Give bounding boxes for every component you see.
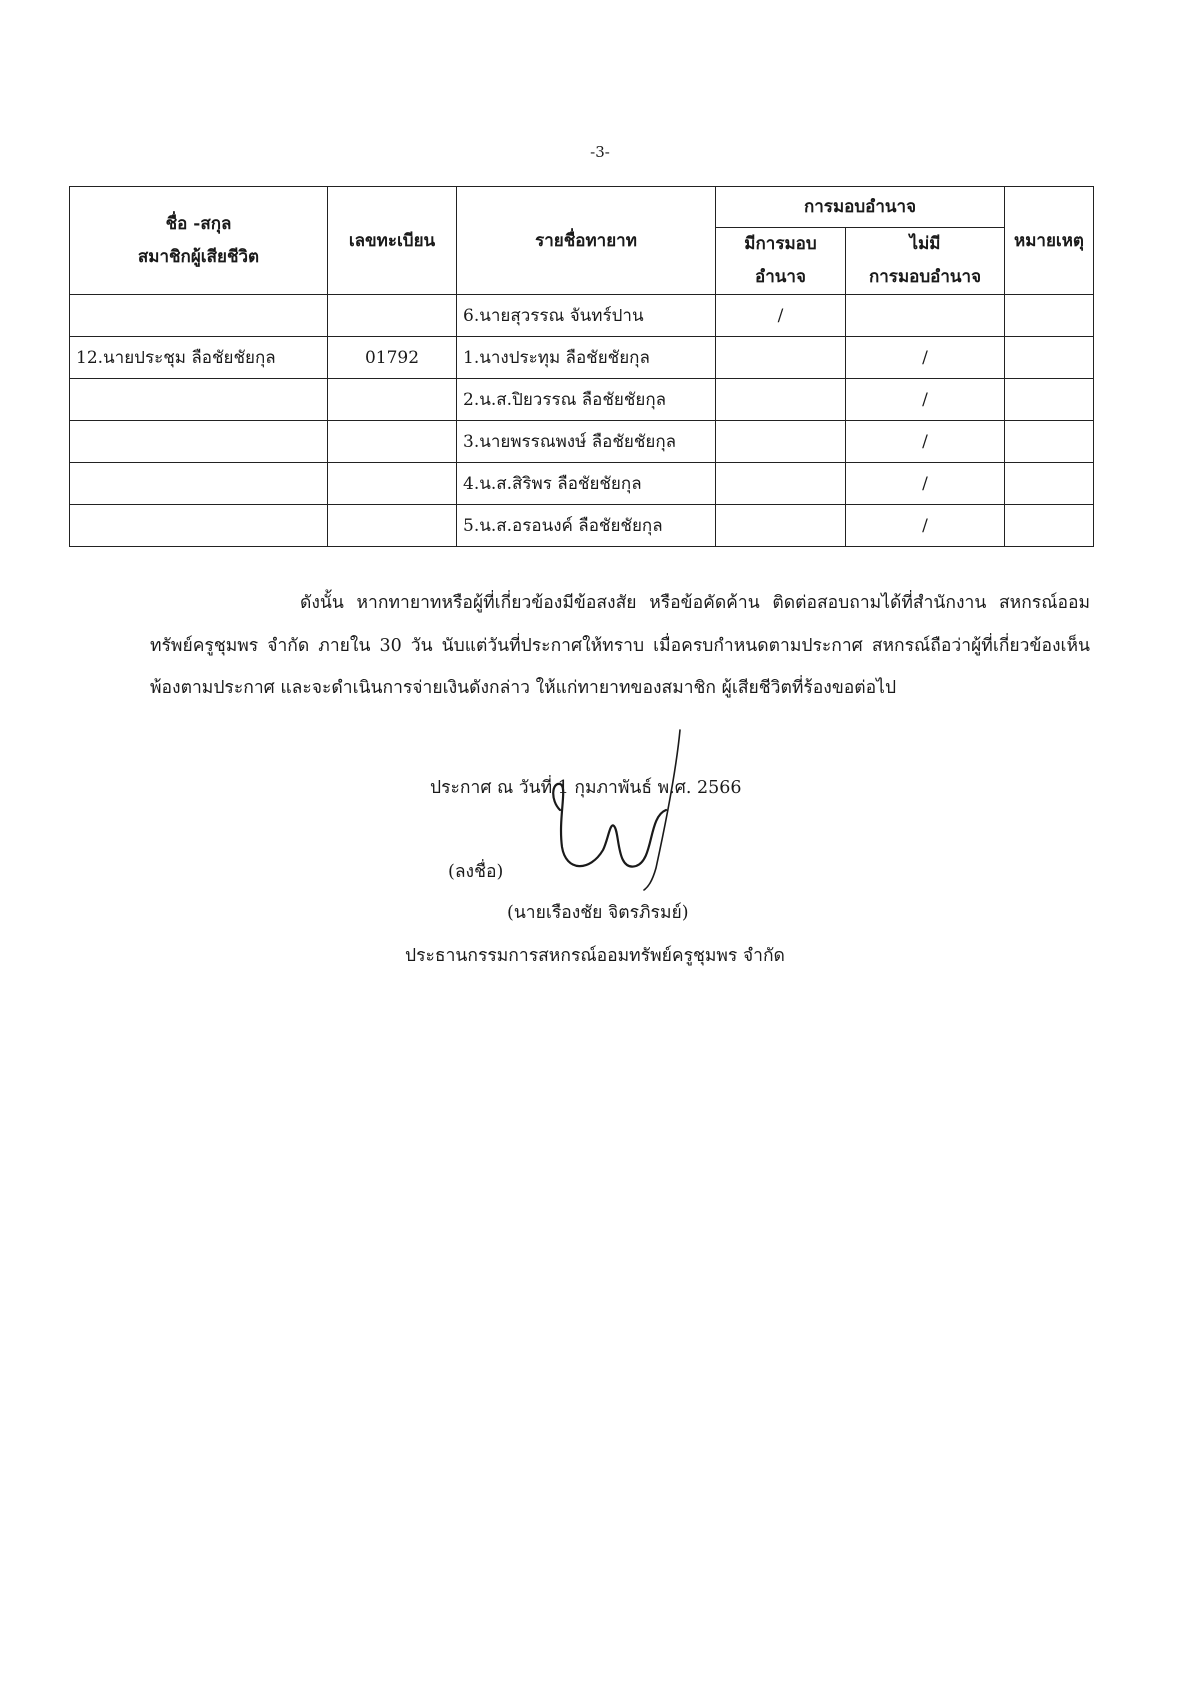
sign-label: (ลงชื่อ) [448,862,504,882]
heir-name-cell: 2.น.ส.ปิยวรรณ ลือชัยชัยกุล [457,379,716,421]
not-authorized-mark-cell: / [846,337,1005,379]
remarks-cell [1005,337,1094,379]
table-row [70,295,1094,337]
announcement-date: ประกาศ ณ วันที่ 1 กุมภาพันธ์ พ.ศ. 2566 [430,778,742,798]
registration-cell [328,463,457,505]
table-row [70,379,1094,421]
member-name-cell: 12.นายประชุม ลือชัยชัยกุล [70,337,328,379]
header-member-name-line1: ชื่อ -สกุล [165,213,232,234]
header-not-authorized-line2: การมอบอำนาจ [868,267,982,287]
member-name-cell [70,421,328,463]
member-name-cell [70,379,328,421]
not-authorized-mark-cell: / [846,463,1005,505]
registration-cell [328,379,457,421]
remarks-cell [1005,505,1094,547]
heir-name-cell: 1.นางประทุม ลือชัยชัยกุล [457,337,716,379]
heir-name-cell: 6.นายสุวรรณ จันทร์ปาน [457,295,716,337]
authorized-mark-cell [716,337,846,379]
signature-image [548,722,718,892]
header-heirs: รายชื่อทายาท [457,187,716,295]
announcement-body-text: ดังนั้น หากทายาทหรือผู้ที่เกี่ยวข้องมีข้อสงสัย หรือข้อคัดค้าน ติดต่อสอบถามได้ที่สำนักงาน สหกรณ์ออมทรัพย์ครูชุมพร จำกัด ภายใน 30 วัน นับแต่วันที่ประกาศให้ทราบ เมื่อครบกำหนดตามประกาศ สหกรณ์ถือว่าผู้ที่เกี่ยวข้องเห็นพ้องตามประกาศ และจะดำเนินการจ่ายเงินดังกล่าว ให้แก่ทายาทของสมาชิก ผู้เสียชีวิตที่ร้องขอต่อไป [150,593,1090,698]
header-not-authorized-line1: ไม่มี [909,234,941,254]
remarks-cell [1005,421,1094,463]
member-name-cell [70,505,328,547]
header-authorized [716,228,846,295]
remarks-cell [1005,295,1094,337]
announcement-body [150,582,1090,710]
table-row [70,421,1094,463]
heir-name-cell: 5.น.ส.อรอนงค์ ลือชัยชัยกุล [457,505,716,547]
page-number: -3- [590,143,610,161]
signer-title: ประธานกรรมการสหกรณ์ออมทรัพย์ครูชุมพร จำกัด [405,946,785,966]
authorized-mark-cell [716,463,846,505]
header-authorized-line1: มีการมอบ [744,234,817,254]
member-name-cell [70,295,328,337]
authorized-mark-cell [716,505,846,547]
registration-cell: 01792 [328,337,457,379]
registration-cell [328,295,457,337]
not-authorized-mark-cell: / [846,379,1005,421]
header-member-name [70,187,328,295]
authorized-mark-cell [716,379,846,421]
heirs-table [69,186,1094,547]
not-authorized-mark-cell: / [846,505,1005,547]
authorized-mark-cell: / [716,295,846,337]
not-authorized-mark-cell: / [846,421,1005,463]
table-row [70,505,1094,547]
member-name-cell [70,463,328,505]
header-registration: เลขทะเบียน [328,187,457,295]
header-authorized-line2: อำนาจ [755,267,806,287]
header-remarks: หมายเหตุ [1005,187,1094,295]
heir-name-cell: 3.นายพรรณพงษ์ ลือชัยชัยกุล [457,421,716,463]
table-row [70,463,1094,505]
header-member-name-line2: สมาชิกผู้เสียชีวิต [137,246,260,267]
registration-cell [328,421,457,463]
heir-name-cell: 4.น.ส.สิริพร ลือชัยชัยกุล [457,463,716,505]
remarks-cell [1005,379,1094,421]
header-authorization: การมอบอำนาจ [716,187,1005,228]
header-not-authorized [846,228,1005,295]
authorized-mark-cell [716,421,846,463]
registration-cell [328,505,457,547]
table-row [70,337,1094,379]
remarks-cell [1005,463,1094,505]
not-authorized-mark-cell [846,295,1005,337]
signer-name: (นายเรืองชัย จิตรภิรมย์) [507,903,689,923]
